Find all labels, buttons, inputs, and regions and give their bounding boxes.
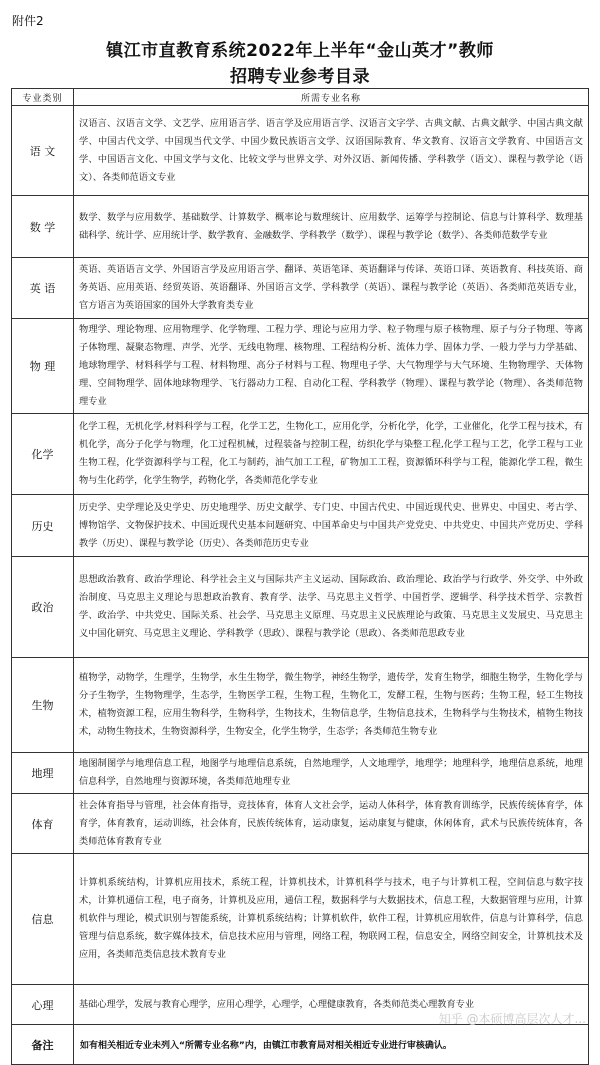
table-row xyxy=(12,495,589,557)
row-majors: 社会体育指导与管理，社会体育指导，竞技体育，体育人文社会学，运动人体科学，体育教育训练学，民族传统体育学，体育学，体育教育，运动训练，社会体育，民族传统体育，运动康复，运动康复与健康，休闲体育，武术与民族传统体育，各类师范体育教育专业 xyxy=(74,794,589,854)
note-row xyxy=(12,1025,589,1065)
header-category: 专业类别 xyxy=(12,89,74,106)
table-header-row xyxy=(12,89,589,106)
attachment-label: 附件2 xyxy=(12,14,44,28)
table-row xyxy=(12,106,589,196)
row-category: 政治 xyxy=(12,557,74,658)
watermark: 知乎 @本硕博高层次人才... xyxy=(438,1012,586,1026)
row-majors: 基础心理学，发展与教育心理学，应用心理学，心理学，心理健康教育，各类师范类心理教育专业 xyxy=(74,985,589,1025)
row-category: 物 理 xyxy=(12,319,74,414)
row-majors: 化学工程，无机化学,材料科学与工程，化学工艺，生物化工，应用化学，分析化学，化学，工业催化，化学工程与技术，有机化学，高分子化学与物理，化工过程机械，过程装备与控制工程，纺织化学与染整工程,化学工程与工艺，化学工程与工业生物工程，化学资源科学与工程，化工与制药，油气加工工程，矿物加工工程，资源循环科学与工程，能源化学工程，微生物与生化药学，化学生物学，药物化学，各类师范化学专业 xyxy=(74,414,589,495)
table-row xyxy=(12,557,589,658)
row-majors: 计算机系统结构，计算机应用技术，系统工程，计算机技术，计算机科学与技术，电子与计算机工程，空间信息与数字技术，计算机通信工程，电子商务，计算机及应用，通信工程，数据科学与大数据技术，信息工程，大数据管理与应用，计算机软件与理论，模式识别与智能系统，计算机系统结构；计算机软件，软件工程，计算机应用软件，信息与计算科学，信息管理与信息系统，数字媒体技术，信息技术应用与管理，网络工程，物联网工程，信息安全，网络空间安全，计算机技术及应用，各类师范类信息技术教育专业 xyxy=(74,854,589,985)
page-title: 镇江市直教育系统2022年上半年“金山英才”教师 xyxy=(106,41,494,61)
row-majors: 思想政治教育、政治学理论、科学社会主义与国际共产主义运动、国际政治、政治理论、政治学与行政学、外交学、中外政治制度、马克思主义理论与思想政治教育、教育学、法学、马克思主义哲学、中国哲学、逻辑学、科学技术哲学、宗教哲学、政治学、中共党史、国际关系、社会学、马克思主义原理、马克思主义民族理论与政策、马克思主义发展史、马克思主义中国化研究、马克思主义理论、学科教学（思政）、课程与教学论（思政）、各类师范思政专业 xyxy=(74,557,589,658)
table-row xyxy=(12,414,589,495)
row-category: 信息 xyxy=(12,854,74,985)
row-category: 语 文 xyxy=(12,106,74,196)
table-row xyxy=(12,854,589,985)
table-row xyxy=(12,196,589,258)
row-majors: 物理学、理论物理、应用物理学、化学物理、工程力学、理论与应用力学、粒子物理与原子核物理、原子与分子物理、等离子体物理、凝聚态物理、声学、光学、无线电物理、核物理、工程结构分析、流体力学、固体力学、一般力学与力学基础、地球物理学、材料科学与工程、材料物理、高分子材料与工程、物理电子学、大气物理学与大气环境、生物物理学、天体物理、空间物理学、固体地球物理学、飞行器动力工程、自动化工程、学科教学（物理）、课程与教学论（物理）、各类师范物理专业 xyxy=(74,319,589,414)
row-category: 历史 xyxy=(12,495,74,557)
table-row xyxy=(12,658,589,753)
table-row xyxy=(12,794,589,854)
row-category: 生物 xyxy=(12,658,74,753)
row-majors: 数学、数学与应用数学、基础数学、计算数学、概率论与数理统计、应用数学、运筹学与控制论、信息与计算科学、数理基础科学、统计学、应用统计学、数学教育、金融数学、学科教学（数学）、课程与教学论（数学）、各类师范数学专业 xyxy=(74,196,589,258)
row-majors: 汉语言、汉语言文学、文艺学、应用语言学、语言学及应用语言学、汉语言文字学、古典文献、古典文献学、中国古典文献学、中国古代文学、中国现当代文学、中国少数民族语言文学、汉语国际教育、华文教育、汉语言文学教育、中国语言文学、中国语言文化、中国文学与文化、比较文学与世界文学、对外汉语、新闻传播、学科教学（语文）、课程与教学论（语文）、各类师范语文专业 xyxy=(74,106,589,196)
row-majors: 历史学、史学理论及史学史、历史地理学、历史文献学、专门史、中国古代史、中国近现代史、世界史、中国史、考古学、博物馆学、文物保护技术、中国近现代史基本问题研究、中国革命史与中国共产党党史、中共党史、中国共产党历史、学科教学（历史）、课程与教学论（历史）、各类师范历史专业 xyxy=(74,495,589,557)
row-category: 数 学 xyxy=(12,196,74,258)
table-row xyxy=(12,753,589,794)
row-category: 体育 xyxy=(12,794,74,854)
row-majors: 英语、英语语言文学、外国语言学及应用语言学、翻译、英语笔译、英语翻译与传译、英语口译、英语教育、科技英语、商务英语、应用英语、经贸英语、英语翻译、外国语言文学、学科教学（英语）、课程与教学论（英语）、各类师范英语专业，官方语言为英语国家的国外大学教育类专业 xyxy=(74,258,589,319)
row-category: 地理 xyxy=(12,753,74,794)
majors-table xyxy=(11,88,589,1065)
row-majors: 植物学，动物学，生理学，生物学，水生生物学，微生物学，神经生物学，遗传学，发育生物学，细胞生物学，生物化学与分子生物学，生物物理学，生态学，生物医学工程，生物工程，生物化工，发酵工程，生物与医药；生物工程，轻工生物技术，植物资源工程，应用生物科学，生物科学，生物技术，生物信息学，生物信息技术，生物科学与生物技术，植物生物技术，动物生物技术，生物资源科学，生物安全，化学生物学，生态学；各类师范生物专业 xyxy=(74,658,589,753)
row-category: 心理 xyxy=(12,985,74,1025)
table-row xyxy=(12,319,589,414)
row-category: 化学 xyxy=(12,414,74,495)
note-label: 备注 xyxy=(12,1025,74,1065)
row-majors: 地图制图学与地理信息工程，地图学与地理信息系统，自然地理学，人文地理学，地理学；地理科学，地理信息系统，地理信息科学，自然地理与资源环境，各类师范地理专业 xyxy=(74,753,589,794)
row-category: 英 语 xyxy=(12,258,74,319)
page-subtitle: 招聘专业参考目录 xyxy=(230,67,370,87)
header-majors: 所需专业名称 xyxy=(74,89,589,106)
note-text: 如有相关相近专业未列入“所需专业名称”内，由镇江市教育局对相关相近专业进行审核确认。 xyxy=(74,1025,589,1065)
table-row xyxy=(12,258,589,319)
